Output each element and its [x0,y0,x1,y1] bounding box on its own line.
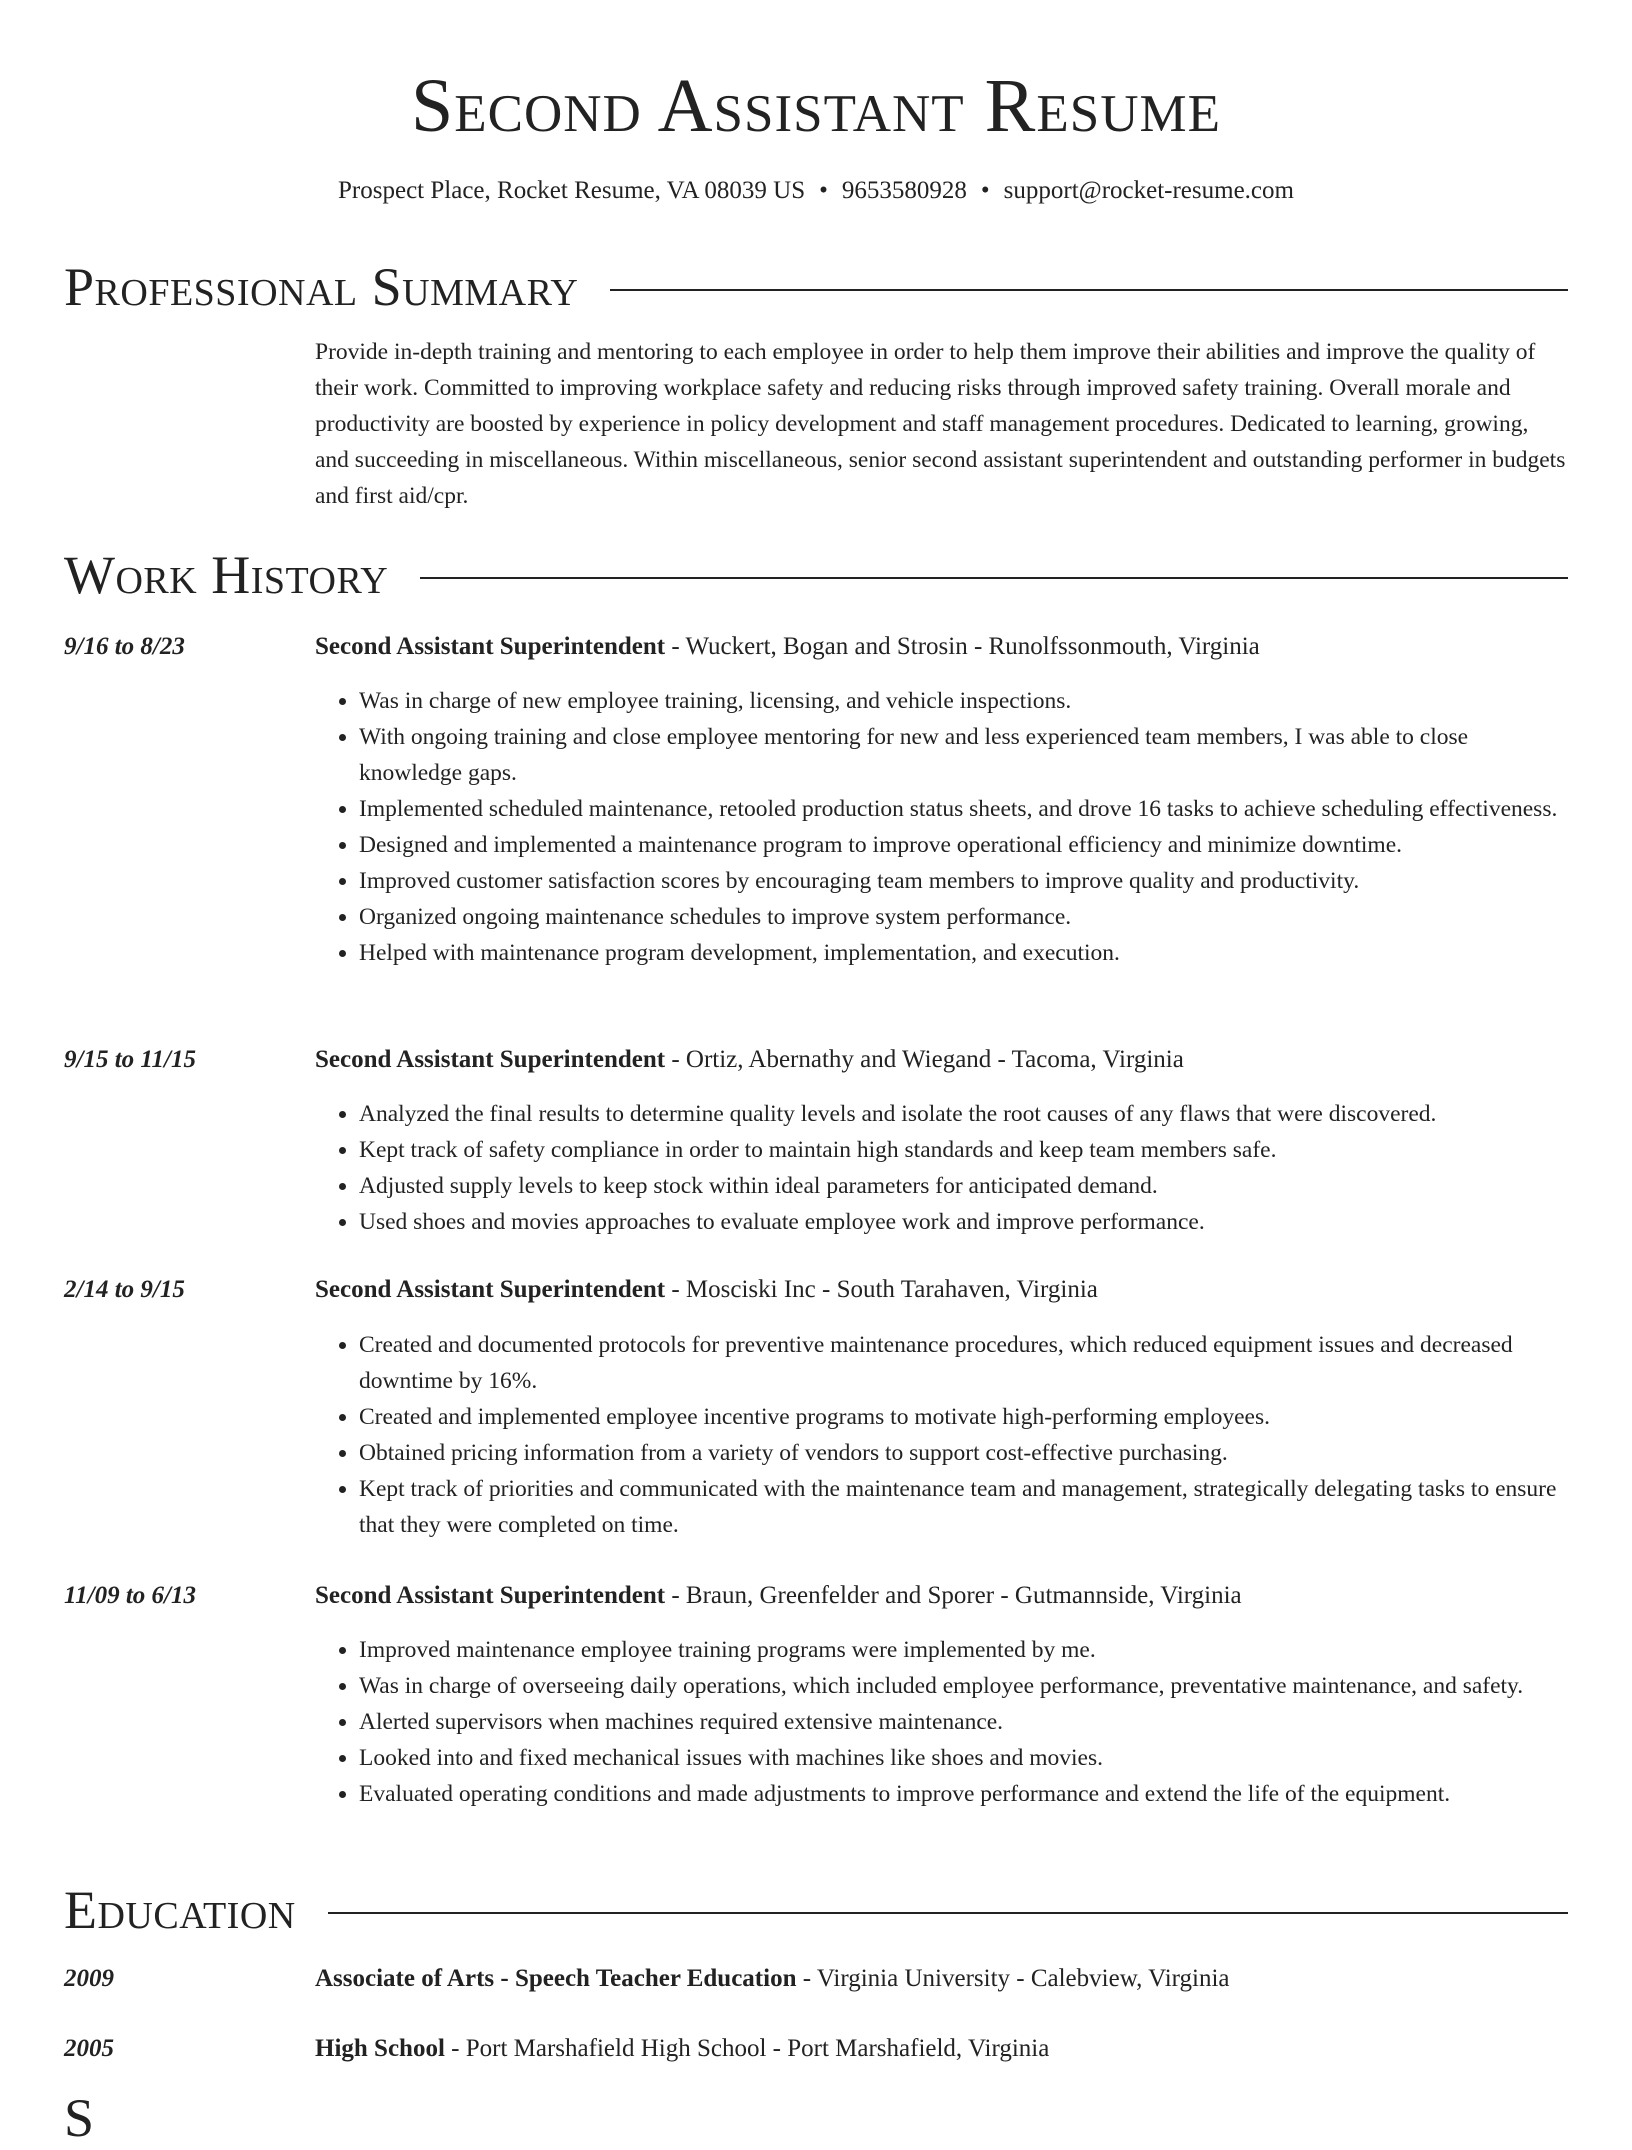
list-item: • Looked into and fixed mechanical issues with machines like shoes and movies. [359,1740,1568,1776]
section-heading-label: Work History [64,545,389,605]
contact-email: support@rocket-resume.com [1003,177,1294,204]
contact-separator: • [819,177,828,204]
list-item: • Designed and implemented a maintenance program to improve operational efficiency and minimize downtime. [359,827,1568,863]
job-title: Second Assistant Superintendent [315,1582,666,1609]
job-bullet-list [315,1327,1568,1543]
section-heading-label: Education [64,1880,296,1940]
section-heading-education [64,1878,1568,1942]
job-dates: 11/09 to 6/13 [64,1582,196,1609]
job-headline [315,629,1568,665]
list-item: • Was in charge of overseeing daily operations, which included employee performance, preventative maintenance, and safety. [359,1668,1568,1704]
list-item: • Implemented scheduled maintenance, retooled production status sheets, and drove 16 tasks to achieve scheduling effectiveness. [359,791,1568,827]
job-employer-location: - Ortiz, Abernathy and Wiegand - Tacoma, Virginia [665,1046,1184,1073]
job-employer-location: - Braun, Greenfelder and Sporer - Gutmannside, Virginia [665,1582,1242,1609]
job-headline [315,1272,1568,1308]
section-divider [328,1912,1568,1914]
education-degree: Associate of Arts - Speech Teacher Education [315,1965,797,1992]
job-headline [315,1042,1568,1078]
list-item: • Evaluated operating conditions and made adjustments to improve performance and extend the life of the equipment. [359,1776,1568,1812]
contact-address: Prospect Place, Rocket Resume, VA 08039 US [338,177,806,204]
list-item: • Was in charge of new employee training, licensing, and vehicle inspections. [359,683,1568,719]
list-item: • Organized ongoing maintenance schedules to improve system performance. [359,899,1568,935]
contact-separator: • [980,177,990,204]
education-year: 2005 [64,2035,114,2062]
resume-title: Second Assistant Resume [411,64,1221,148]
list-item: • Created and documented protocols for preventive maintenance procedures, which reduced equipment issues and decreased downtime by 16%. [359,1327,1568,1399]
job-dates: 2/14 to 9/15 [64,1276,185,1303]
education-year: 2009 [64,1965,114,1992]
section-divider [610,289,1568,291]
education-headline [315,1961,1568,1997]
next-section-heading-partial: S [64,2088,95,2148]
job-employer-location: - Mosciski Inc - South Tarahaven, Virginia [665,1276,1098,1303]
job-employer-location: - Wuckert, Bogan and Strosin - Runolfssonmouth, Virginia [665,633,1260,660]
section-divider [420,577,1568,579]
list-item: • Helped with maintenance program development, implementation, and execution. [359,935,1568,971]
contact-phone: 9653580928 [841,177,967,204]
list-item: • Adjusted supply levels to keep stock within ideal parameters for anticipated demand. [359,1168,1568,1204]
job-title: Second Assistant Superintendent [315,1046,666,1073]
education-degree: High School [315,2035,445,2062]
contact-line [0,176,1632,206]
list-item: • Analyzed the final results to determine quality levels and isolate the root causes of any flaws that were discovered. [359,1096,1568,1132]
list-item: • Improved maintenance employee training programs were implemented by me. [359,1632,1568,1668]
summary-text: Provide in-depth training and mentoring to each employee in order to help them improve their abilities and improve the quality of their work. Committed to improving workplace safety and reducing risks through improved safety training. Overall morale and productivity are boosted by experience in policy development and staff management procedures. Dedicated to learning, growing, and succeeding in miscellaneous. Within miscellaneous, senior second assistant superintendent and outstanding performer in budgets and first aid/cpr. [315,339,1566,509]
job-dates: 9/15 to 11/15 [64,1046,196,1073]
job-dates: 9/16 to 8/23 [64,633,185,660]
list-item: • Improved customer satisfaction scores by encouraging team members to improve quality and productivity. [359,863,1568,899]
section-heading-summary [64,255,1568,319]
list-item: • Kept track of priorities and communicated with the maintenance team and management, strategically delegating tasks to ensure that they were completed on time. [359,1471,1568,1543]
section-heading-work-history [64,543,1568,607]
list-item: • Used shoes and movies approaches to evaluate employee work and improve performance. [359,1204,1568,1240]
section-heading-label: Professional Summary [64,257,579,317]
job-bullet-list [315,1096,1568,1240]
list-item: • With ongoing training and close employee mentoring for new and less experienced team members, I was able to close knowledge gaps. [359,719,1568,791]
job-bullet-list [315,1632,1568,1812]
list-item: • Obtained pricing information from a variety of vendors to support cost-effective purchasing. [359,1435,1568,1471]
job-title: Second Assistant Superintendent [315,633,666,660]
list-item: • Alerted supervisors when machines required extensive maintenance. [359,1704,1568,1740]
job-title: Second Assistant Superintendent [315,1276,666,1303]
job-bullet-list [315,683,1568,971]
education-school-location: - Port Marshafield High School - Port Marshafield, Virginia [444,2035,1050,2062]
education-headline [315,2031,1568,2067]
list-item: • Kept track of safety compliance in order to maintain high standards and keep team members safe. [359,1132,1568,1168]
list-item: • Created and implemented employee incentive programs to motivate high-performing employees. [359,1399,1568,1435]
education-school-location: - Virginia University - Calebview, Virginia [796,1965,1230,1992]
job-headline [315,1578,1568,1614]
